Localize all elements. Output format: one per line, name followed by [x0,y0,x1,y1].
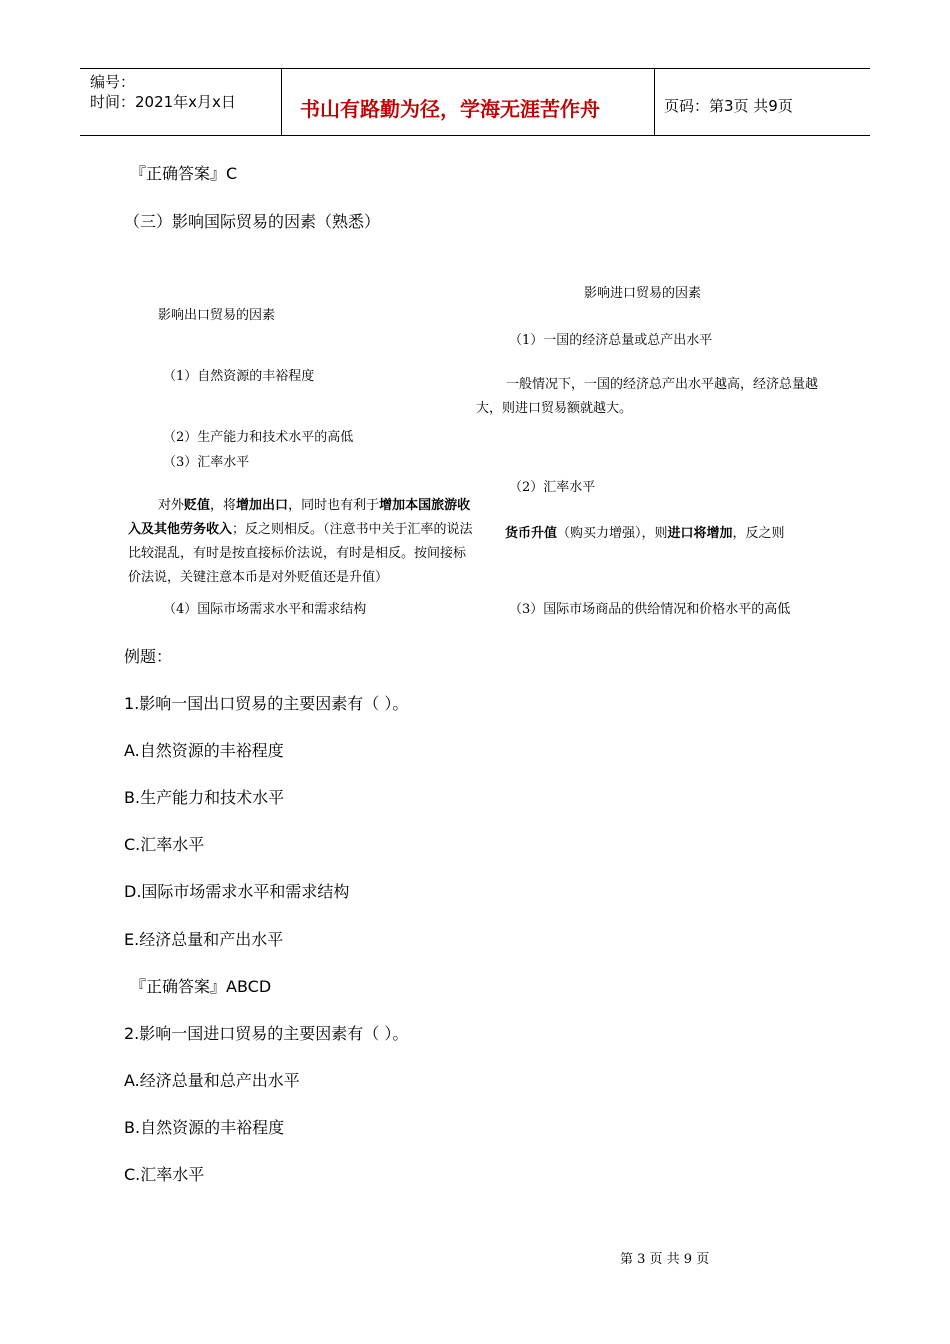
date-label: 时间：2021年x月x日 [90,93,236,111]
text-segment: 对外 [158,498,185,513]
question-2-option-c: C.汇率水平 [124,1165,205,1184]
answer-1: 『正确答案』C [130,164,238,183]
text-segment: ，同时也有利于 [288,498,380,513]
question-2-option-a: A.经济总量和总产出水平 [124,1071,300,1090]
import-item-3: （3）国际市场商品的供给情况和价格水平的高低 [509,602,791,617]
page-footer: 第 3 页 共 9 页 [620,1252,710,1267]
text-segment: ，反之则 [732,526,785,541]
import-factors-heading: 影响进口贸易的因素 [584,286,702,301]
export-item-3: （3）汇率水平 [163,455,250,470]
import-item-2: （2）汇率水平 [509,480,596,495]
import-item-1: （1）一国的经济总量或总产出水平 [509,333,713,348]
exchange-rate-export-paragraph [128,494,478,590]
question-1-option-e: E.经济总量和产出水平 [124,930,284,949]
question-1-stem: 1.影响一国出口贸易的主要因素有（ ）。 [124,694,409,713]
question-1-option-b: B.生产能力和技术水平 [124,788,285,807]
page-label: 页码：第3页 共9页 [664,97,793,115]
question-2-stem: 2.影响一国进口贸易的主要因素有（ ）。 [124,1024,409,1043]
exchange-rate-import-line [505,522,785,541]
text-segment: 进口将增加 [667,526,733,541]
motto: 书山有路勤为径，学海无涯苦作舟 [300,97,600,121]
question-1-option-d: D.国际市场需求水平和需求结构 [124,882,350,901]
text-segment: 货币升值 [505,526,558,541]
text-segment: ；反之则相反。（注意书中关于汇率的说法比较混乱，有时是按直接标价法说，有时是相反。按间接标价法说，关键注意本币是对外贬值还是升值） [128,522,473,585]
question-2-option-b: B.自然资源的丰裕程度 [124,1118,285,1137]
export-item-1: （1）自然资源的丰裕程度 [163,369,315,384]
section-title: （三）影响国际贸易的因素（熟悉） [124,212,381,231]
export-item-4: （4）国际市场需求水平和需求结构 [163,602,367,617]
export-item-2: （2）生产能力和技术水平的高低 [163,430,354,445]
text-segment: 贬值 [184,498,211,513]
question-1-option-a: A.自然资源的丰裕程度 [124,741,284,760]
import-output-paragraph: 一般情况下，一国的经济总产出水平越高，经济总量越大，则进口贸易额就越大。 [476,377,819,416]
export-factors-heading: 影响出口贸易的因素 [158,308,276,323]
text-segment: 增加本国旅游收入及其他劳务收入 [128,498,471,537]
text-segment: 增加出口 [236,498,289,513]
question-1-option-c: C.汇率水平 [124,835,205,854]
question-1-answer: 『正确答案』ABCD [130,977,272,996]
example-label: 例题： [124,647,173,666]
number-label: 编号： [90,73,136,91]
text-segment: ，将 [210,498,237,513]
text-segment: （购买力增强），则 [557,526,668,541]
